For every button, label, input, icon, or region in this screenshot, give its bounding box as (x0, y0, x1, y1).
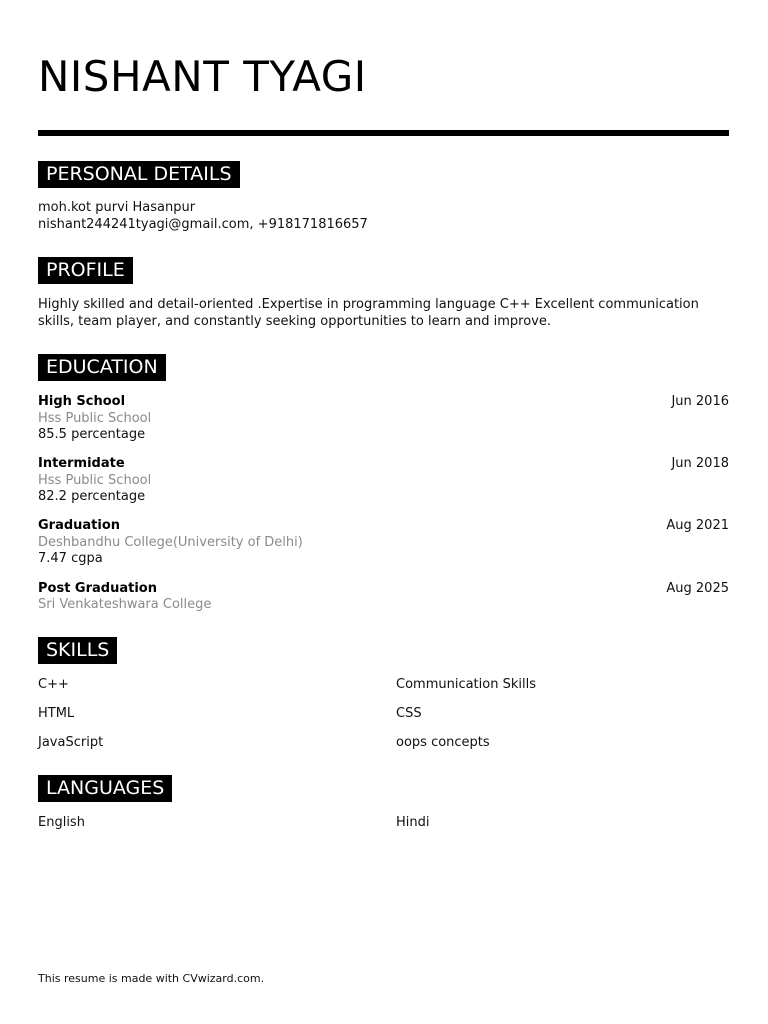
profile-heading: PROFILE (38, 257, 133, 284)
language-item: Hindi (396, 815, 430, 830)
education-institution: Sri Venkateshwara College (38, 597, 212, 612)
skills-heading: SKILLS (38, 637, 117, 664)
education-heading: EDUCATION (38, 354, 166, 381)
education-institution: Hss Public School (38, 473, 152, 488)
education-institution: Hss Public School (38, 411, 152, 426)
header-divider (38, 130, 729, 136)
skill-item: Communication Skills (396, 677, 536, 692)
skill-item: oops concepts (396, 735, 490, 750)
skill-item: HTML (38, 706, 75, 721)
education-institution: Deshbandhu College(University of Delhi) (38, 535, 303, 550)
profile-text: Highly skilled and detail-oriented .Expertise in programming language C++ Excellent communication skills, team player, and constantly seeking opportunities to learn and improve. (38, 297, 699, 329)
education-result: 7.47 cgpa (38, 551, 103, 566)
skill-item: C++ (38, 677, 69, 692)
skill-item: JavaScript (38, 735, 104, 750)
candidate-name: NISHANT TYAGI (38, 52, 367, 101)
education-result: 85.5 percentage (38, 427, 146, 442)
education-title: Intermidate (38, 456, 125, 471)
address-text: moh.kot purvi Hasanpur (38, 200, 196, 215)
footer-note: This resume is made with CVwizard.com. (38, 972, 265, 985)
skill-item: CSS (396, 706, 422, 721)
education-title: Graduation (38, 518, 121, 533)
languages-heading: LANGUAGES (38, 775, 172, 802)
education-date: Jun 2018 (671, 456, 729, 471)
language-item: English (38, 815, 85, 830)
education-title: Post Graduation (38, 581, 157, 596)
education-date: Jun 2016 (671, 394, 729, 409)
personal-details-heading: PERSONAL DETAILS (38, 161, 240, 188)
contact-text: nishant244241tyagi@gmail.com, +918171816657 (38, 217, 368, 232)
education-result: 82.2 percentage (38, 489, 146, 504)
education-date: Aug 2025 (666, 581, 729, 596)
education-date: Aug 2021 (666, 518, 729, 533)
education-title: High School (38, 394, 126, 409)
